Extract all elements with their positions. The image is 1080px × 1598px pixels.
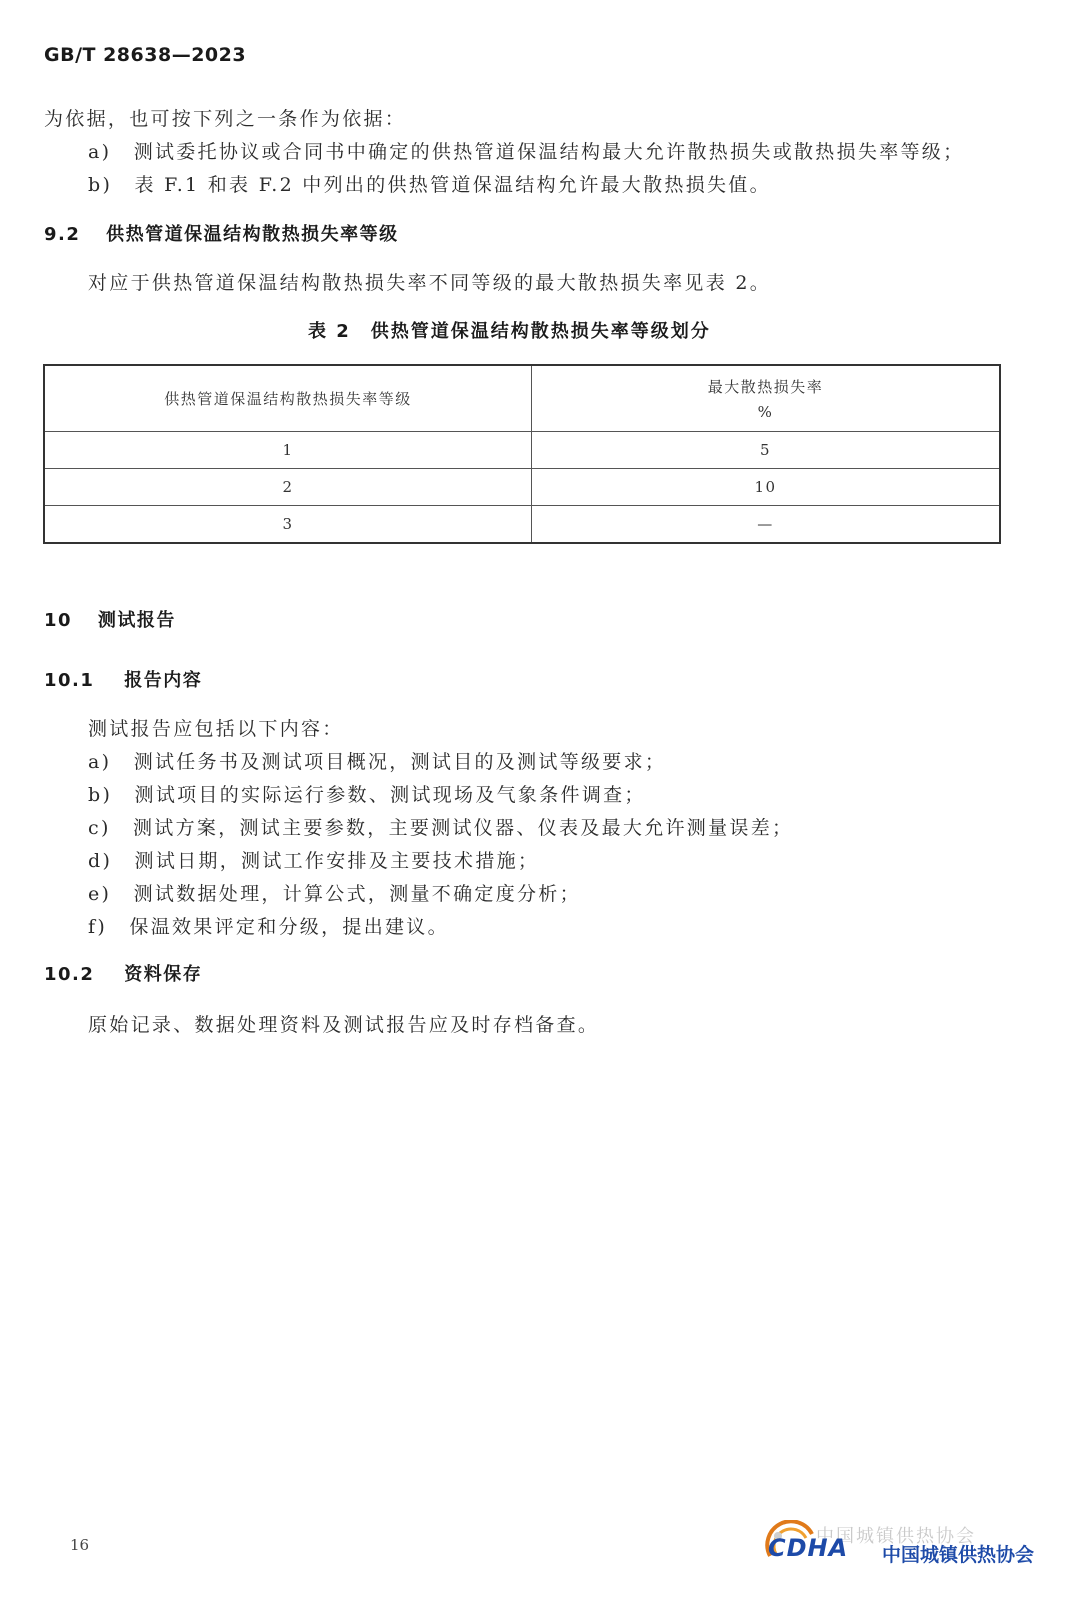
table-caption: 表 2 供热管道保温结构散热损失率等级划分 bbox=[308, 321, 711, 342]
cell-rate: — bbox=[532, 506, 1001, 544]
list-item bbox=[88, 879, 581, 906]
list-item bbox=[88, 912, 449, 939]
list-text: 测试委托协议或合同书中确定的供热管道保温结构最大允许散热损失或散热损失率等级； bbox=[133, 141, 965, 163]
col-header-rate bbox=[532, 365, 1001, 432]
table-header-row bbox=[44, 365, 1000, 432]
list-label: a) bbox=[88, 141, 112, 163]
standard-number: GB/T 28638—2023 bbox=[44, 44, 247, 66]
list-label: f) bbox=[88, 916, 108, 938]
list-text: 测试项目的实际运行参数、测试现场及气象条件调查； bbox=[134, 784, 646, 806]
section-title: 报告内容 bbox=[124, 670, 203, 691]
section-number: 9.2 bbox=[44, 224, 81, 245]
list-text: 保温效果评定和分级，提出建议。 bbox=[129, 916, 449, 938]
list-item bbox=[88, 846, 539, 873]
table-row bbox=[44, 469, 1000, 506]
section-heading-10-2 bbox=[44, 960, 202, 986]
paragraph: 对应于供热管道保温结构散热损失率不同等级的最大散热损失率见表 2。 bbox=[88, 272, 772, 294]
list-label: e) bbox=[88, 883, 112, 905]
watermark-org-name: 中国城镇供热协会 bbox=[882, 1544, 1035, 1566]
cell-rate: 10 bbox=[532, 469, 1001, 506]
section-heading-10 bbox=[44, 606, 176, 632]
section-heading-10-1 bbox=[44, 666, 202, 692]
list-label: d) bbox=[88, 850, 113, 872]
list-item bbox=[88, 813, 793, 840]
intro-line: 为依据，也可按下列之一条作为依据： bbox=[44, 108, 407, 130]
section-number: 10.1 bbox=[44, 670, 95, 691]
table-row bbox=[44, 506, 1000, 544]
cell-grade: 1 bbox=[44, 432, 532, 469]
list-label: b) bbox=[88, 174, 113, 196]
section-title: 供热管道保温结构散热损失率等级 bbox=[106, 224, 399, 245]
list-text: 测试方案，测试主要参数，主要测试仪器、仪表及最大允许测量误差； bbox=[133, 817, 794, 839]
list-item bbox=[88, 747, 666, 774]
list-text: 测试任务书及测试项目概况，测试目的及测试等级要求； bbox=[133, 751, 667, 773]
cell-grade: 2 bbox=[44, 469, 532, 506]
col-header-grade: 供热管道保温结构散热损失率等级 bbox=[44, 365, 532, 432]
watermark bbox=[764, 1520, 1064, 1570]
watermark-text: 中国城镇供热协会 bbox=[816, 1526, 976, 1547]
section-heading-9-2 bbox=[44, 220, 399, 246]
col-header-rate-unit: % bbox=[757, 403, 774, 421]
list-text: 测试数据处理，计算公式，测量不确定度分析； bbox=[133, 883, 581, 905]
list-label: b) bbox=[88, 784, 113, 806]
section-title: 资料保存 bbox=[124, 964, 203, 985]
paragraph: 测试报告应包括以下内容： bbox=[88, 718, 344, 740]
grade-table bbox=[43, 364, 1001, 544]
paragraph: 原始记录、数据处理资料及测试报告应及时存档备查。 bbox=[88, 1014, 600, 1036]
list-item bbox=[88, 780, 646, 807]
list-label: c) bbox=[88, 817, 111, 839]
table-row bbox=[44, 432, 1000, 469]
cell-grade: 3 bbox=[44, 506, 532, 544]
section-title: 测试报告 bbox=[97, 610, 176, 631]
cell-rate: 5 bbox=[532, 432, 1001, 469]
page-number: 16 bbox=[70, 1536, 90, 1554]
list-text: 测试日期，测试工作安排及主要技术措施； bbox=[134, 850, 540, 872]
col-header-rate-label: 最大散热损失率 bbox=[707, 378, 824, 396]
list-item bbox=[88, 170, 771, 197]
list-text: 表 F.1 和表 F.2 中列出的供热管道保温结构允许最大散热损失值。 bbox=[134, 174, 771, 196]
list-item bbox=[88, 137, 964, 164]
section-number: 10.2 bbox=[44, 964, 95, 985]
list-label: a) bbox=[88, 751, 112, 773]
section-number: 10 bbox=[44, 610, 73, 631]
watermark-logo-text: CDHA bbox=[768, 1534, 849, 1562]
